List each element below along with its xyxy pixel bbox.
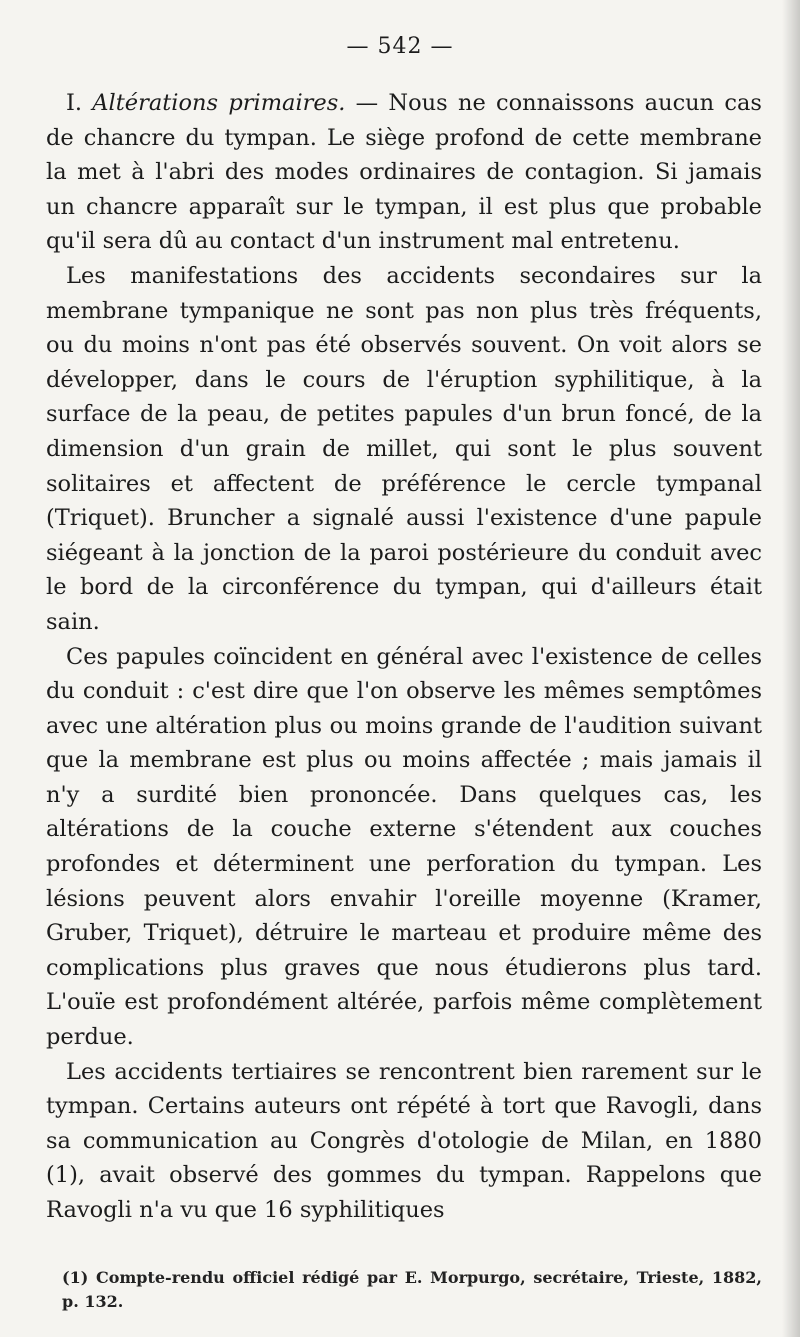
paragraph-4: Les accidents tertiaires se rencontrent bien rarement sur le tympan. Certains auteurs ont répété à tort que Ravogli, dans sa communication au Congrès d'otologie de Milan, en 1880 (1), avait observé des gommes du tympan. Rappelons que Ravogli n'a vu que 16 syphilitiques (46, 1058, 762, 1223)
footnote: (1) Compte-rendu officiel rédigé par E. Morpurgo, secrétaire, Trieste, 1882, p. 132. (62, 1268, 762, 1311)
page-edge-shadow (782, 0, 800, 1337)
paragraph-3: Ces papules coïncident en général avec l'existence de celles du conduit : c'est dire que l'on observe les mêmes semptômes avec une altération plus ou moins grande de l'audition suivant que la membrane est plus ou moins affectée ; mais jamais il n'y a surdité bien prononcée. Dans quelques cas, les altérations de la couche externe s'étendent aux couches profondes et déterminent une perforation du tympan. Les lésions peuvent alors envahir l'oreille moyenne (Kramer, Gruber, Triquet), détruire le marteau et produire même des complications plus graves que nous étudierons plus tard. L'ouïe est profondément altérée, parfois même complètement perdue. (46, 643, 762, 1051)
paragraph-1 (46, 86, 762, 259)
paragraph-1-text: — Nous ne connaissons aucun cas de chancre du tympan. Le siège profond de cette membrane la met à l'abri des modes ordinaires de contagion. Si jamais un chancre apparaît sur le tympan, il est plus que probable qu'il sera dû au contact d'un instrument mal entretenu. (46, 90, 762, 255)
paragraph-2: Les manifestations des accidents secondaires sur la membrane tympanique ne sont pas non plus très fréquents, ou du moins n'ont pas été observés souvent. On voit alors se développer, dans le cours de l'éruption syphilitique, à la surface de la peau, de petites papules d'un brun foncé, de la dimension d'un grain de millet, qui sont le plus souvent solitaires et affectent de préférence le cercle tympanal (Triquet). Bruncher a signalé aussi l'existence d'une papule siégeant à la jonction de la paroi postérieure du conduit avec le bord de la circonférence du tympan, qui d'ailleurs était sain. (46, 262, 762, 635)
section-title: Altérations primaires. (92, 90, 346, 116)
body-text (46, 86, 762, 1228)
page-number: — 542 — (346, 34, 454, 59)
section-number: I. (66, 90, 93, 116)
